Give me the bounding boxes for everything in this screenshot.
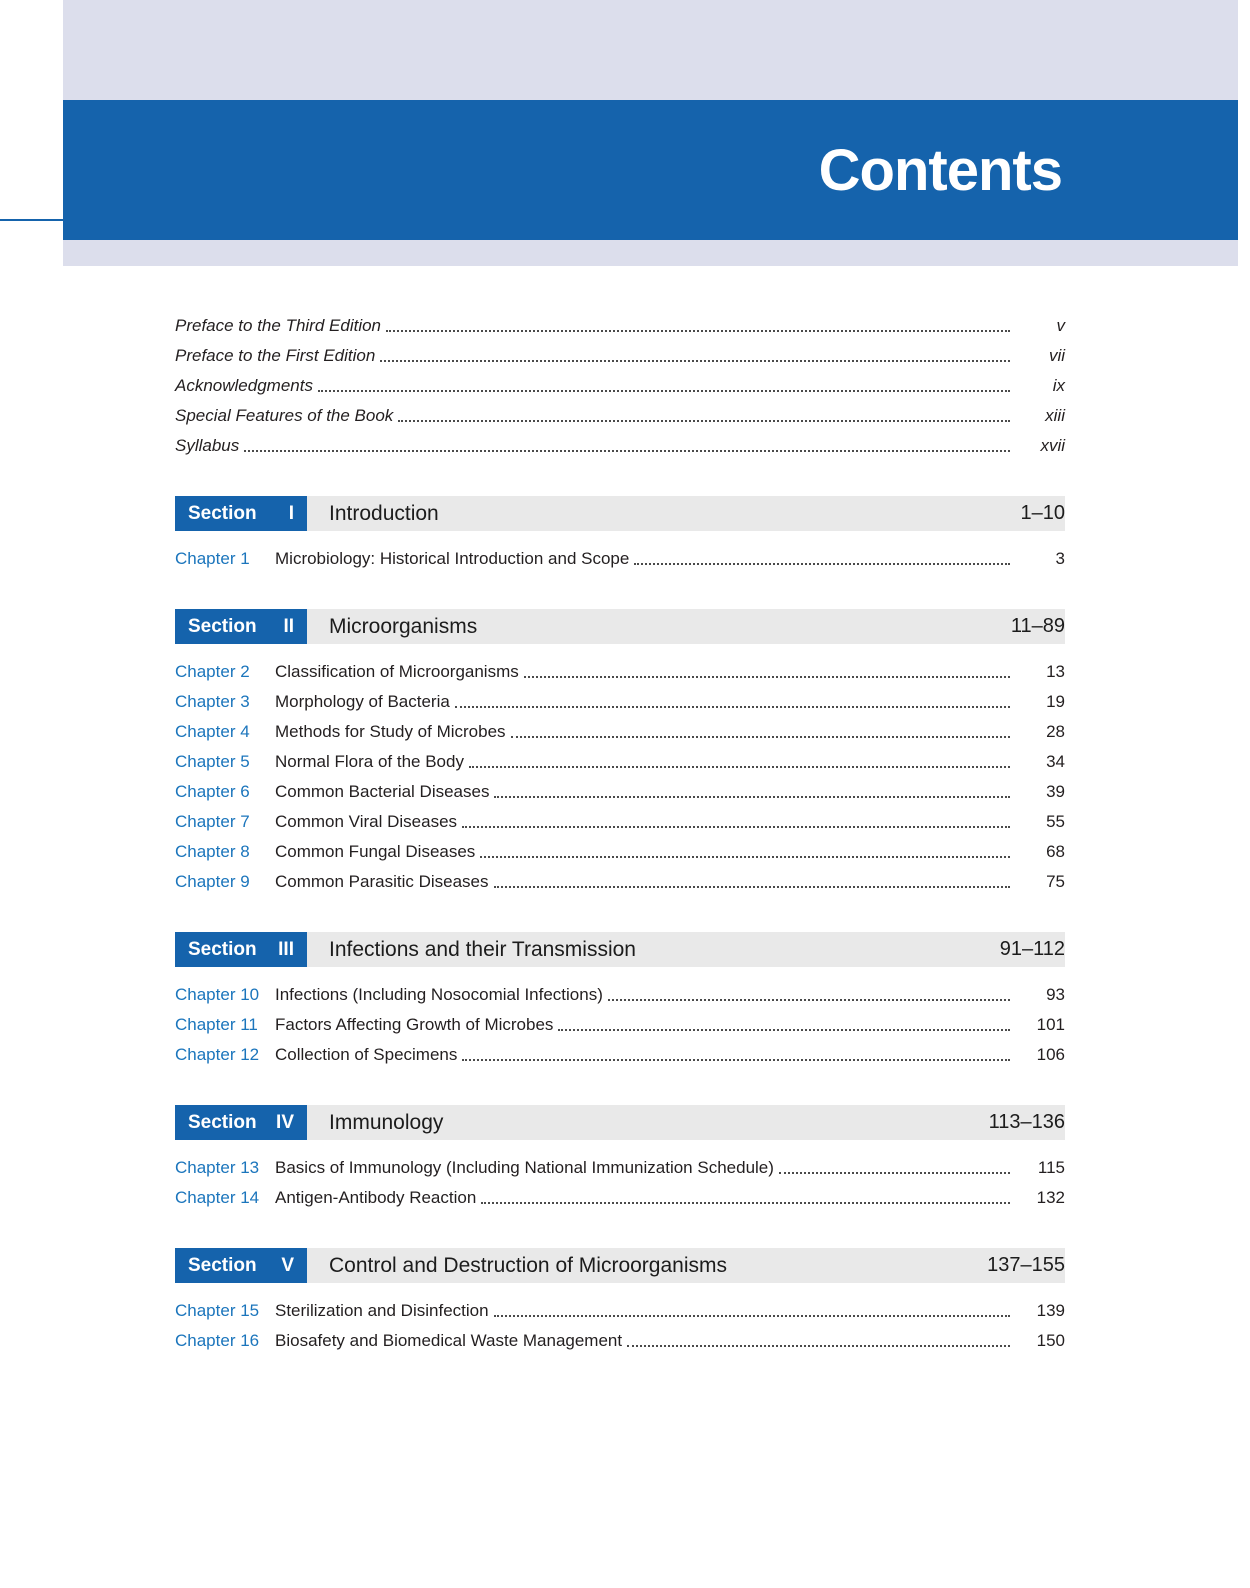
dotted-leader	[511, 736, 1010, 738]
chapter-title: Common Bacterial Diseases	[275, 782, 490, 801]
section-header	[175, 496, 1065, 531]
chapter-page-number: 75	[1046, 872, 1065, 891]
chapter-row	[175, 1007, 1065, 1037]
chapter-list	[175, 1293, 1065, 1353]
dotted-leader	[524, 676, 1010, 678]
chapter-row	[175, 714, 1065, 744]
top-lavender-band	[63, 0, 1238, 100]
front-matter-label: Preface to the First Edition	[175, 346, 376, 365]
section-block-1	[175, 496, 1065, 571]
section-title: Control and Destruction of Microorganisms	[329, 1253, 727, 1277]
chapter-number: Chapter 2	[175, 662, 250, 681]
chapter-page-number: 13	[1046, 662, 1065, 681]
front-matter-label: Syllabus	[175, 436, 240, 455]
chapter-page-number: 34	[1046, 752, 1065, 771]
contents-banner	[63, 100, 1238, 240]
dotted-leader	[627, 1345, 1010, 1347]
front-matter-list	[175, 308, 1065, 458]
chapter-page-number: 39	[1046, 782, 1065, 801]
section-label: Section	[188, 615, 257, 637]
section-numeral: II	[283, 615, 294, 637]
chapter-number: Chapter 15	[175, 1301, 260, 1320]
front-matter-row	[175, 308, 1065, 338]
front-matter-label: Special Features of the Book	[175, 406, 394, 425]
dotted-leader	[318, 390, 1010, 392]
chapter-number: Chapter 9	[175, 872, 250, 891]
chapter-page-number: 19	[1046, 692, 1065, 711]
dotted-leader	[558, 1029, 1010, 1031]
chapter-number: Chapter 11	[175, 1015, 258, 1034]
chapter-list	[175, 654, 1065, 894]
chapter-title: Basics of Immunology (Including National Immunization Schedule)	[275, 1158, 774, 1177]
dotted-leader	[455, 706, 1010, 708]
chapter-title: Normal Flora of the Body	[275, 752, 464, 771]
chapter-list	[175, 977, 1065, 1067]
chapter-number: Chapter 3	[175, 692, 250, 711]
chapter-row	[175, 774, 1065, 804]
section-page-range: 137–155	[987, 1254, 1065, 1276]
dotted-leader	[462, 826, 1010, 828]
chapter-row	[175, 864, 1065, 894]
section-header	[175, 1248, 1065, 1283]
chapter-page-number: 115	[1037, 1158, 1065, 1177]
chapter-page-number: 3	[1055, 549, 1065, 568]
section-label-box	[175, 609, 307, 644]
front-matter-page-number: v	[1056, 316, 1065, 335]
chapter-page-number: 28	[1046, 722, 1065, 741]
chapter-title: Infections (Including Nosocomial Infections)	[275, 985, 603, 1004]
section-label-box	[175, 1105, 307, 1140]
chapter-number: Chapter 14	[175, 1188, 260, 1207]
section-block-4	[175, 1105, 1065, 1210]
dotted-leader	[779, 1172, 1010, 1174]
chapter-title: Common Parasitic Diseases	[275, 872, 489, 891]
section-numeral: III	[278, 938, 294, 960]
section-label: Section	[188, 938, 257, 960]
section-header	[175, 609, 1065, 644]
front-matter-label: Preface to the Third Edition	[175, 316, 382, 335]
chapter-row	[175, 977, 1065, 1007]
dotted-leader	[494, 886, 1010, 888]
section-header	[175, 1105, 1065, 1140]
front-matter-page-number: xvii	[1040, 436, 1065, 455]
section-numeral: IV	[276, 1111, 294, 1133]
front-matter-row	[175, 398, 1065, 428]
section-title: Introduction	[329, 501, 439, 525]
dotted-leader	[480, 856, 1010, 858]
chapter-page-number: 132	[1036, 1188, 1065, 1207]
chapter-title: Methods for Study of Microbes	[275, 722, 506, 741]
front-matter-page-number: ix	[1052, 376, 1065, 395]
front-matter-row	[175, 338, 1065, 368]
chapter-row	[175, 541, 1065, 571]
section-page-range: 91–112	[999, 938, 1065, 960]
chapter-row	[175, 804, 1065, 834]
chapter-number: Chapter 10	[175, 985, 260, 1004]
dotted-leader	[398, 420, 1010, 422]
dotted-leader	[634, 563, 1010, 565]
chapter-row	[175, 654, 1065, 684]
chapter-number: Chapter 5	[175, 752, 250, 771]
chapter-title: Classification of Microorganisms	[275, 662, 519, 681]
chapter-page-number: 101	[1036, 1015, 1065, 1034]
chapter-title: Biosafety and Biomedical Waste Management	[275, 1331, 623, 1350]
dotted-leader	[481, 1202, 1010, 1204]
chapter-row	[175, 834, 1065, 864]
section-numeral: I	[288, 502, 294, 524]
chapter-page-number: 150	[1036, 1331, 1065, 1350]
chapter-page-number: 55	[1046, 812, 1065, 831]
left-accent-line	[0, 219, 63, 221]
dotted-leader	[494, 1315, 1010, 1317]
front-matter-page-number: xiii	[1045, 406, 1065, 425]
section-page-range: 1–10	[1020, 502, 1065, 524]
chapter-title: Morphology of Bacteria	[275, 692, 450, 711]
chapter-title: Collection of Specimens	[275, 1045, 458, 1064]
chapter-number: Chapter 4	[175, 722, 250, 741]
dotted-leader	[244, 450, 1010, 452]
chapter-number: Chapter 13	[175, 1158, 260, 1177]
section-title: Immunology	[329, 1110, 444, 1134]
dotted-leader	[608, 999, 1010, 1001]
dotted-leader	[462, 1059, 1010, 1061]
toc-content	[175, 308, 1065, 1353]
chapter-number: Chapter 16	[175, 1331, 260, 1350]
dotted-leader	[380, 360, 1010, 362]
chapter-number: Chapter 12	[175, 1045, 260, 1064]
chapter-page-number: 106	[1036, 1045, 1065, 1064]
front-matter-page-number: vii	[1048, 346, 1065, 365]
chapter-page-number: 68	[1046, 842, 1065, 861]
chapter-list	[175, 541, 1065, 571]
section-title: Infections and their Transmission	[329, 937, 636, 961]
chapter-title: Common Fungal Diseases	[275, 842, 476, 861]
section-numeral: V	[281, 1254, 294, 1276]
chapter-title: Sterilization and Disinfection	[275, 1301, 489, 1320]
front-matter-label: Acknowledgments	[175, 376, 313, 395]
front-matter-row	[175, 368, 1065, 398]
chapter-page-number: 93	[1046, 985, 1065, 1004]
chapter-row	[175, 1323, 1065, 1353]
chapter-number: Chapter 7	[175, 812, 250, 831]
chapter-row	[175, 1293, 1065, 1323]
section-block-5	[175, 1248, 1065, 1353]
chapter-title: Factors Affecting Growth of Microbes	[275, 1015, 554, 1034]
section-label: Section	[188, 1254, 257, 1276]
section-title: Microorganisms	[329, 614, 478, 638]
dotted-leader	[469, 766, 1010, 768]
chapter-row	[175, 744, 1065, 774]
chapter-row	[175, 1150, 1065, 1180]
section-label-box	[175, 496, 307, 531]
chapter-row	[175, 1037, 1065, 1067]
sub-lavender-band	[63, 240, 1238, 266]
chapter-number: Chapter 1	[175, 549, 250, 568]
chapter-title: Microbiology: Historical Introduction and Scope	[275, 549, 630, 568]
page-title: Contents	[818, 137, 1062, 203]
dotted-leader	[494, 796, 1010, 798]
chapter-title: Antigen-Antibody Reaction	[275, 1188, 477, 1207]
chapter-number: Chapter 6	[175, 782, 250, 801]
section-label-box	[175, 1248, 307, 1283]
section-label: Section	[188, 1111, 257, 1133]
section-header	[175, 932, 1065, 967]
section-label-box	[175, 932, 307, 967]
front-matter-row	[175, 428, 1065, 458]
section-block-2	[175, 609, 1065, 894]
chapter-row	[175, 1180, 1065, 1210]
chapter-title: Common Viral Diseases	[275, 812, 458, 831]
chapter-page-number: 139	[1036, 1301, 1065, 1320]
section-page-range: 113–136	[988, 1111, 1065, 1133]
section-label: Section	[188, 502, 257, 524]
chapter-row	[175, 684, 1065, 714]
dotted-leader	[386, 330, 1010, 332]
section-block-3	[175, 932, 1065, 1067]
chapter-number: Chapter 8	[175, 842, 250, 861]
chapter-list	[175, 1150, 1065, 1210]
section-page-range: 11–89	[1010, 615, 1065, 637]
